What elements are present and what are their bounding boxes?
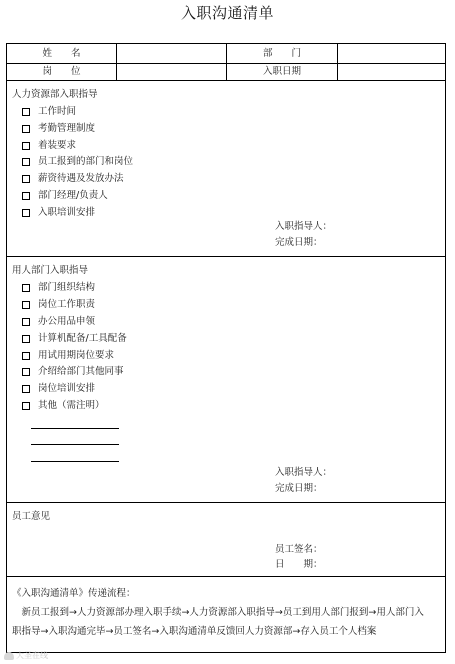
checkbox-icon[interactable] bbox=[22, 158, 30, 166]
checkbox-icon[interactable] bbox=[22, 142, 30, 150]
blank-line[interactable] bbox=[31, 428, 119, 429]
employee-opinion-title: 员工意见 bbox=[12, 511, 51, 522]
dept-checklist-item[interactable]: 介绍给部门其他同事 bbox=[22, 365, 124, 379]
checkbox-icon[interactable] bbox=[22, 318, 30, 326]
document-title: 入职沟通清单 bbox=[180, 4, 274, 22]
checkbox-icon[interactable] bbox=[22, 352, 30, 360]
hr-section-title: 人力资源部入职指导 bbox=[12, 89, 98, 100]
checkbox-icon[interactable] bbox=[22, 335, 30, 343]
row-divider bbox=[7, 80, 445, 81]
checkbox-icon[interactable] bbox=[22, 108, 30, 116]
checkbox-icon[interactable] bbox=[22, 301, 30, 309]
watermark: 大圣在线 bbox=[4, 650, 48, 661]
checkbox-icon[interactable] bbox=[22, 125, 30, 133]
hr-checklist-item[interactable]: 部门经理/负责人 bbox=[22, 189, 108, 203]
employee-date-label: 日 期： bbox=[275, 559, 323, 570]
dept-checklist-item[interactable]: 部门组织结构 bbox=[22, 281, 95, 295]
dept-checklist-item[interactable]: 岗位培训安排 bbox=[22, 382, 95, 396]
department-label: 部 门 bbox=[262, 48, 301, 59]
name-label: 姓 名 bbox=[42, 48, 81, 59]
hr-done-date-label: 完成日期： bbox=[275, 237, 323, 248]
col-divider bbox=[116, 44, 117, 80]
section-divider bbox=[7, 502, 445, 503]
dept-checklist-item[interactable]: 岗位工作职责 bbox=[22, 298, 95, 312]
dept-checklist-item[interactable]: 办公用品申领 bbox=[22, 315, 95, 329]
hr-checklist-item[interactable]: 员工报到的部门和岗位 bbox=[22, 155, 133, 169]
dept-section-title: 用人部门入职指导 bbox=[12, 265, 89, 276]
entry-date-label: 入职日期 bbox=[262, 66, 301, 77]
hr-checklist-item[interactable]: 薪资待遇及发放办法 bbox=[22, 172, 124, 186]
hr-checklist-item[interactable]: 工作时间 bbox=[22, 105, 76, 119]
hr-guide-label: 入职指导人： bbox=[275, 221, 333, 232]
checkbox-icon[interactable] bbox=[22, 284, 30, 292]
checklist-table bbox=[6, 43, 446, 653]
dept-done-date-label: 完成日期： bbox=[275, 483, 323, 494]
dept-checklist-item[interactable]: 其他（需注明） bbox=[22, 399, 105, 413]
checkbox-icon[interactable] bbox=[22, 209, 30, 217]
flow-title: 《入职沟通清单》传递流程： bbox=[12, 588, 136, 599]
col-divider bbox=[337, 44, 338, 80]
checkbox-icon[interactable] bbox=[22, 175, 30, 183]
hr-checklist-item[interactable]: 入职培训安排 bbox=[22, 206, 95, 220]
dept-checklist-item[interactable]: 计算机配备/工具配备 bbox=[22, 332, 127, 346]
section-divider bbox=[7, 576, 445, 577]
dept-guide-label: 入职指导人： bbox=[275, 467, 333, 478]
flow-line-2: 职指导→入职沟通完毕→员工签名→入职沟通清单反馈回人力资源部→存入员工个人档案 bbox=[12, 626, 377, 637]
blank-line[interactable] bbox=[31, 461, 119, 462]
position-label: 岗 位 bbox=[42, 66, 81, 77]
blank-line[interactable] bbox=[31, 444, 119, 445]
checkbox-icon[interactable] bbox=[22, 192, 30, 200]
hr-checklist-item[interactable]: 考勤管理制度 bbox=[22, 122, 95, 136]
employee-signature-label: 员工签名： bbox=[275, 544, 323, 555]
hr-checklist-item[interactable]: 着装要求 bbox=[22, 139, 76, 153]
dept-checklist-item[interactable]: 用试用期岗位要求 bbox=[22, 349, 114, 363]
checkbox-icon[interactable] bbox=[22, 402, 30, 410]
checkbox-icon[interactable] bbox=[22, 368, 30, 376]
watermark-logo-icon bbox=[4, 652, 14, 660]
section-divider bbox=[7, 256, 445, 257]
flow-line-1: 新员工报到→人力资源部办理入职手续→人力资源部入职指导→员工到用人部门报到→用人部门入 bbox=[12, 607, 424, 618]
checkbox-icon[interactable] bbox=[22, 385, 30, 393]
